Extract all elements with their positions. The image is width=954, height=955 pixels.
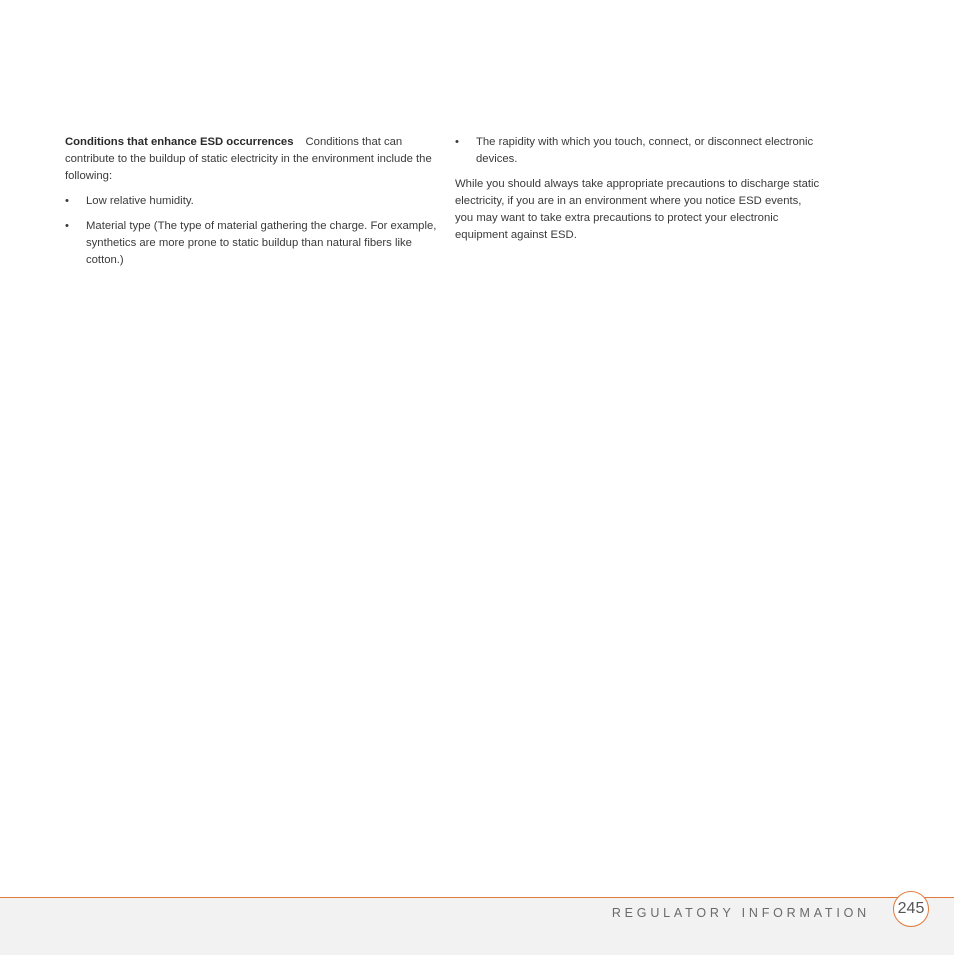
list-item-text: Material type (The type of material gathering the charge. For example, synthetics are more prone to static buildup than natural fibers like cotton.) (86, 220, 437, 266)
list-item-text: Low relative humidity. (86, 195, 194, 207)
intro-paragraph (65, 134, 437, 185)
list-item (65, 218, 437, 269)
section-heading: Conditions that enhance ESD occurrences (65, 136, 294, 148)
conditions-list (65, 193, 437, 269)
section-label: REGULATORY INFORMATION (611, 906, 870, 920)
list-item-text: The rapidity with which you touch, connect, or disconnect electronic devices. (476, 136, 814, 165)
list-item (455, 134, 820, 168)
list-item (65, 193, 437, 210)
page-number-badge: 245 (893, 891, 929, 927)
bullet-icon: • (65, 220, 69, 232)
page-footer (0, 897, 954, 955)
bullet-icon: • (455, 136, 459, 148)
precautions-paragraph: While you should always take appropriate precautions to discharge static electricity, if you are in an environment where you notice ESD events, you may want to take extra precautions to protect your electronic equipment against ESD. (455, 178, 820, 241)
bullet-icon: • (65, 195, 69, 207)
left-column (65, 134, 437, 277)
intro-text: Conditions that can contribute to the buildup of static electricity in the environment include the following: (65, 136, 432, 182)
right-column (455, 134, 820, 252)
conditions-list-continued (455, 134, 820, 168)
